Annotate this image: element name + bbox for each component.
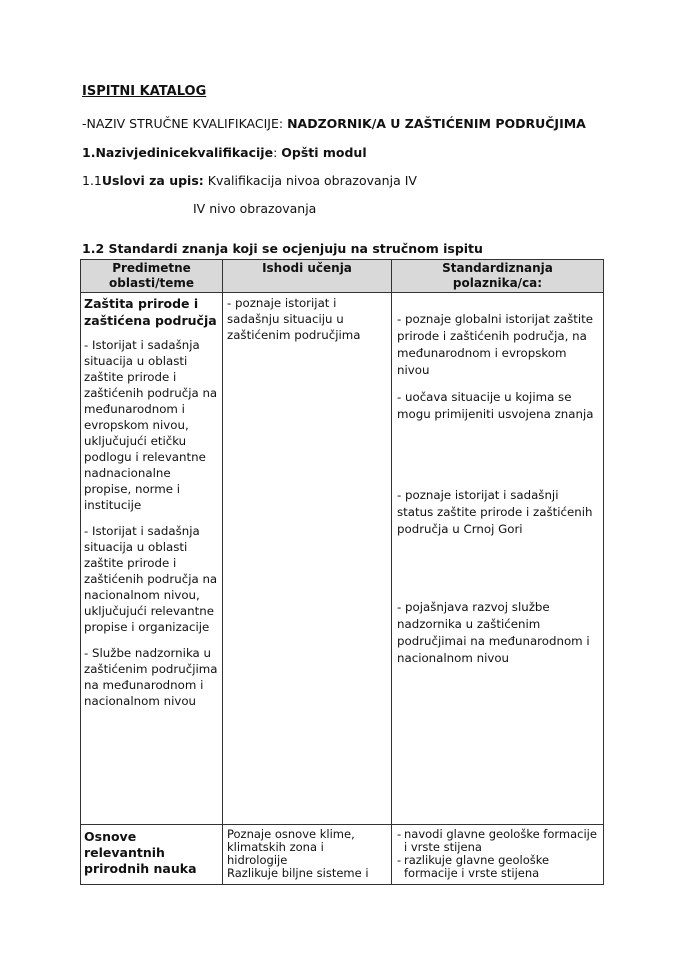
standard-item: - poznaje globalni istorijat zaštite prirode i zaštićenih područja, na međunarodnom i evropskom nivou <box>397 312 594 377</box>
qualification-label: -NAZIV STRUČNE KVALIFIKACIJE: <box>82 116 288 131</box>
area-title: Zaštita prirode i zaštićena područja <box>84 296 217 328</box>
header-topics: Predimetne oblasti/teme <box>81 260 223 293</box>
standards-table <box>80 259 604 885</box>
conditions-number: 1.1 <box>82 173 102 188</box>
topic-item: - Istorijat i sadašnja situacija u oblasti zaštite prirode i zaštićenih područja na nacionalnom nivou, uključujući relevantne propise i organizacije <box>84 524 218 634</box>
header-outcomes: Ishodi učenja <box>223 260 392 293</box>
topics-cell <box>81 825 223 885</box>
standards-cell <box>392 825 604 885</box>
standard-text: razlikuje glavne geološke formacije i vrste stijena <box>404 853 550 880</box>
outcome-item: - poznaje istorijat i sadašnju situaciju u zaštićenim područjima <box>227 296 361 342</box>
standard-item: - pojašnjava razvoj službe nadzornika u zaštićenim područjimai na međunarodnom i nacionalnom nivou <box>397 600 590 665</box>
unit-line <box>82 145 367 160</box>
header-standards: Standardiznanja polaznika/ca: <box>392 260 604 293</box>
area-title: Osnove relevantnih prirodnih nauka <box>84 829 197 876</box>
conditions-value: Kvalifikacija nivoa obrazovanja IV <box>203 173 417 188</box>
conditions-line <box>82 173 417 188</box>
outcome-item: Razlikuje biljne sisteme i <box>227 866 369 880</box>
standard-item: - poznaje istorijat i sadašnji status zaštite prirode i zaštićenih područja u Crnoj Gori <box>397 488 593 536</box>
conditions-label: Uslovi za upis: <box>101 173 204 188</box>
unit-separator: : <box>273 145 282 160</box>
qualification-line <box>82 116 586 131</box>
table-row <box>81 293 604 825</box>
outcomes-cell <box>223 293 392 825</box>
standard-text: navodi glavne geološke formacije i vrste stijena <box>404 827 597 854</box>
unit-label: 1.Nazivjedinicekvalifikacije <box>82 145 274 160</box>
outcome-item: Poznaje osnove klime, klimatskih zona i hidrologije <box>227 827 355 867</box>
qualification-value: NADZORNIK/A U ZAŠTIĆENIM PODRUČJIMA <box>287 116 586 131</box>
conditions-line-2: IV nivo obrazovanja <box>193 201 317 216</box>
topic-item: - Istorijat i sadašnja situacija u oblasti zaštite prirode i zaštićenih područja na međunarodnom i evropskom nivou, uključujući etičku podlogu i relevantne nadnacionalne propise, norme i institucije <box>84 338 218 512</box>
topic-item: - Službe nadzornika u zaštićenim područjima na međunarodnom i nacionalnom nivou <box>84 646 218 708</box>
standard-item: - navodi glavne geološke formacije i vrste stijena <box>397 827 597 854</box>
standard-item: - uočava situacije u kojima se mogu primijeniti usvojena znanja <box>397 390 594 421</box>
section-title: 1.2 Standardi znanja koji se ocjenjuju na stručnom ispitu <box>82 241 483 256</box>
document-heading: ISPITNI KATALOG <box>82 84 207 99</box>
unit-value: Opšti modul <box>281 145 367 160</box>
standards-cell <box>392 293 604 825</box>
topics-cell <box>81 293 223 825</box>
table-row <box>81 825 604 885</box>
table-header-row <box>81 260 604 293</box>
standard-item: - razlikuje glavne geološke formacije i vrste stijena <box>397 854 598 880</box>
outcomes-cell <box>223 825 392 885</box>
